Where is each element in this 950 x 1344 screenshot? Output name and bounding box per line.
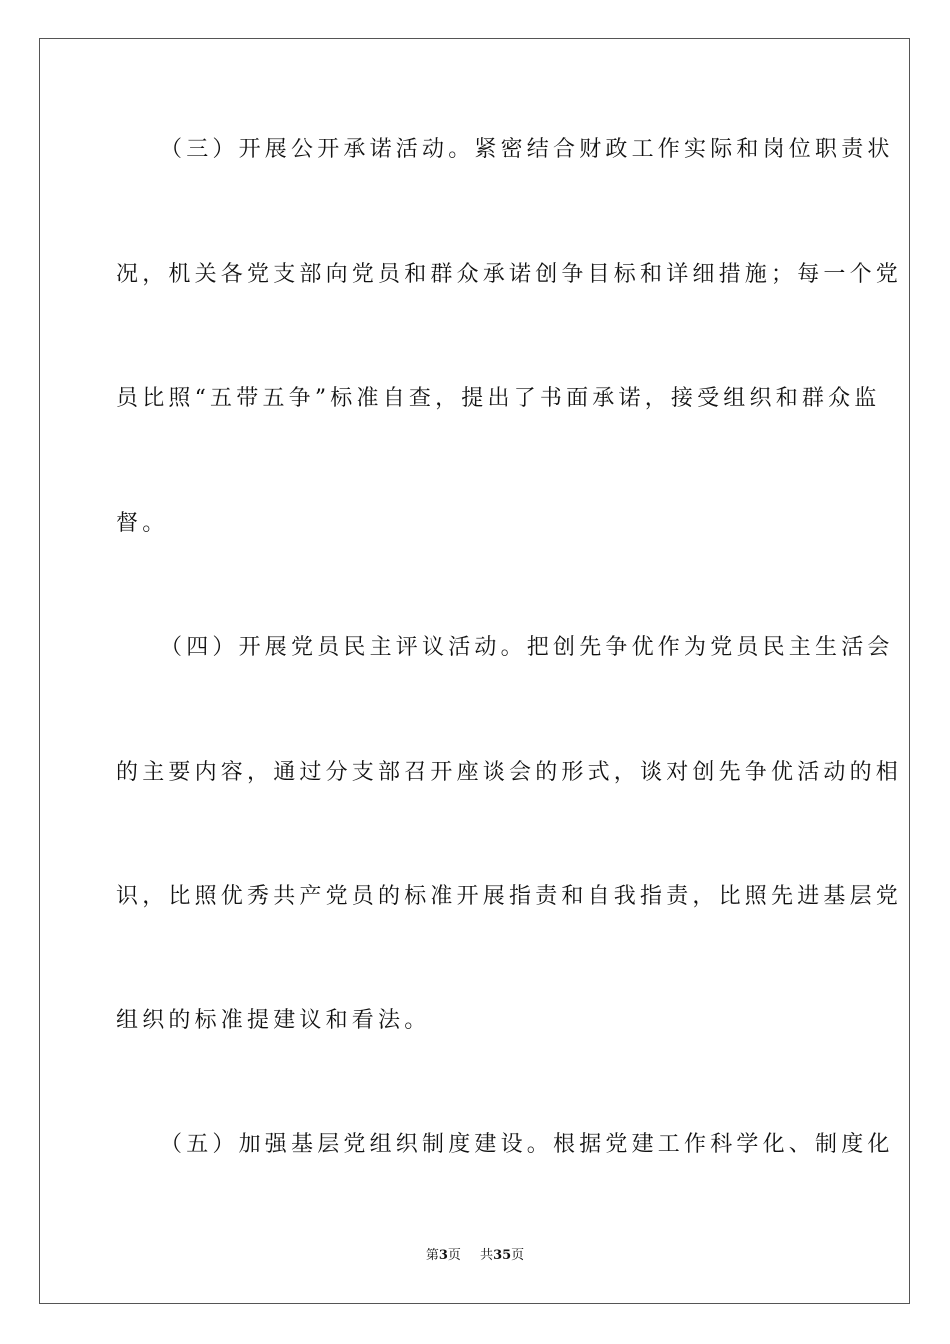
paragraph-4-line-4: 组织的标准提建议和看法。 (116, 1008, 431, 1033)
page-suffix: 页 (447, 1248, 461, 1263)
paragraph-3-line-4: 督。 (116, 511, 169, 536)
paragraph-4-line-2: 的主要内容，通过分支部召开座谈会的形式，谈对创先争优活动的相 (116, 760, 903, 785)
page-border (39, 38, 910, 1304)
paragraph-3-line-2: 况，机关各党支部向党员和群众承诺创争目标和详细措施；每一个党 (116, 262, 903, 287)
total-prefix: 共 (480, 1248, 494, 1263)
paragraph-3-line-1: （三）开展公开承诺活动。紧密结合财政工作实际和岗位职责状 (160, 137, 894, 162)
paragraph-3-line-3: 员比照“五带五争”标准自查，提出了书面承诺，接受组织和群众监 (116, 386, 881, 411)
total-suffix: 页 (511, 1248, 525, 1263)
page-number: 3 (438, 1248, 448, 1263)
paragraph-4-line-1: （四）开展党员民主评议活动。把创先争优作为党员民主生活会 (160, 635, 894, 660)
paragraph-5-line-1: （五）加强基层党组织制度建设。根据党建工作科学化、制度化 (160, 1132, 894, 1157)
total-pages: 35 (493, 1248, 512, 1263)
paragraph-4-line-3: 识，比照优秀共产党员的标准开展指责和自我指责，比照先进基层党 (116, 884, 903, 909)
page-indicator (426, 1248, 461, 1263)
page-prefix: 第 (425, 1248, 439, 1263)
page-footer (0, 1247, 950, 1265)
total-pages-indicator (480, 1248, 524, 1263)
